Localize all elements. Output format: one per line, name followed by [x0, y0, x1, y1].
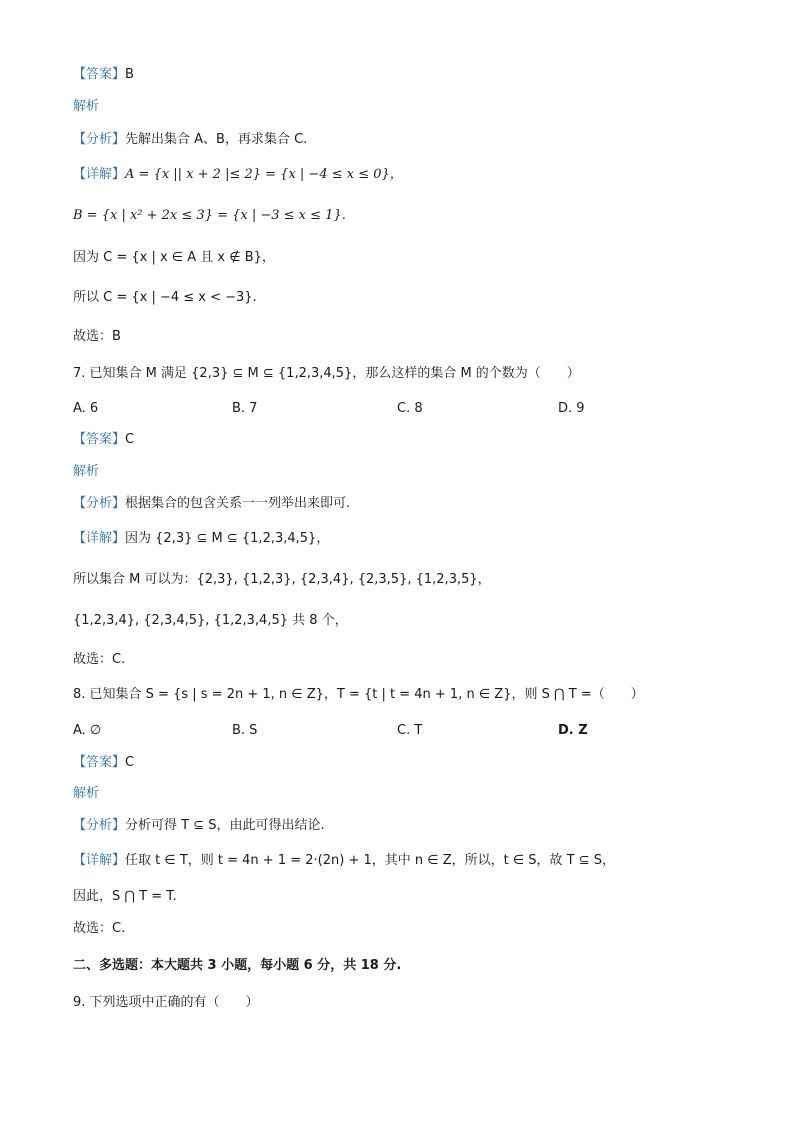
q6-detail-line-2 [73, 207, 346, 225]
select-text: 故选：C. [73, 652, 126, 667]
q8-stem [73, 686, 644, 704]
detail-tag: 【详解】 [73, 531, 126, 546]
answer-tag: 【答案】 [73, 755, 126, 770]
select-text: 故选：C. [73, 921, 126, 936]
q7-answer-line [73, 431, 134, 449]
q7-select [73, 651, 125, 669]
question-stem: 9. 下列选项中正确的有（ ） [73, 995, 259, 1010]
detail-text: 任取 t ∈ T，则 t = 4n + 1 = 2·(2n) + 1，其中 n ∈ Z，所以，t ∈ S，故 T ⊆ S， [125, 853, 616, 868]
q7-stem [73, 365, 580, 383]
analysis-tag: 解析 [73, 464, 100, 479]
q7-option-c: C. 8 [397, 401, 423, 416]
q8-option-c: C. T [397, 723, 423, 738]
q8-option-a: A. ∅ [73, 723, 102, 738]
q8-select [73, 920, 125, 938]
answer-tag: 【答案】 [73, 432, 126, 447]
fenxi-text: 根据集合的包含关系一一列举出来即可. [125, 496, 351, 511]
q9-stem [73, 994, 259, 1012]
analysis-tag: 解析 [73, 99, 100, 114]
analysis-tag: 解析 [73, 786, 100, 801]
q8-option-d: D. Z [558, 723, 588, 738]
question-stem: 8. 已知集合 S = {s | s = 2n + 1, n ∈ Z}，T = {t | t = 4n + 1, n ∈ Z}，则 S ⋂ T =（ ） [73, 687, 644, 702]
q7-detail-line-1 [73, 530, 329, 548]
detail-text: {1,2,3,4}, {2,3,4,5}, {1,2,3,4,5} 共 8 个， [73, 613, 348, 628]
q7-analysis-heading [73, 463, 99, 481]
q7-detail-line-3 [73, 612, 348, 630]
q8-option-b: B. S [232, 723, 258, 738]
detail-tag: 【详解】 [73, 167, 126, 182]
q8-detail-line-2 [73, 888, 177, 906]
q8-answer-line [73, 754, 134, 772]
q7-option-b: B. 7 [232, 401, 258, 416]
q7-fenxi-line [73, 495, 350, 513]
q6-fenxi-line [73, 131, 307, 149]
fenxi-tag: 【分析】 [73, 496, 126, 511]
answer-tag: 【答案】 [73, 67, 126, 82]
q7-option-a: A. 6 [73, 401, 99, 416]
section-heading: 二、多选题：本大题共 3 小题，每小题 6 分，共 18 分. [73, 958, 402, 973]
q8-detail-line-1 [73, 852, 615, 870]
answer-value: C [125, 432, 135, 447]
q8-fenxi-line [73, 817, 325, 835]
q6-detail-line-3 [73, 249, 275, 267]
fenxi-text: 分析可得 T ⊆ S，由此可得出结论. [125, 818, 325, 833]
detail-text: 所以集合 M 可以为：{2,3}, {1,2,3}, {2,3,4}, {2,3,5}, {1,2,3,5}， [73, 572, 491, 587]
q6-detail-line-1 [73, 166, 403, 184]
q6-select [73, 328, 121, 346]
select-text: 故选：B [73, 329, 121, 344]
question-stem: 7. 已知集合 M 满足 {2,3} ⊆ M ⊆ {1,2,3,4,5}，那么这样的集合 M 的个数为（ ） [73, 366, 580, 381]
detail-text: 因此，S ⋂ T = T. [73, 889, 177, 904]
q8-analysis-heading [73, 785, 99, 803]
answer-value: C [125, 755, 135, 770]
fenxi-text: 先解出集合 A、B，再求集合 C. [125, 132, 308, 147]
detail-text: 所以 C = {x | −4 ≤ x < −3}. [73, 290, 257, 305]
q6-detail-line-4 [73, 289, 257, 307]
q6-answer-line [73, 66, 134, 84]
detail-text: 因为 C = {x | x ∈ A 且 x ∉ B}， [73, 250, 275, 265]
detail-text: 因为 {2,3} ⊆ M ⊆ {1,2,3,4,5}， [125, 531, 330, 546]
q6-analysis-heading [73, 98, 99, 116]
q7-option-d: D. 9 [558, 401, 585, 416]
fenxi-tag: 【分析】 [73, 132, 126, 147]
detail-text: B = {x | x² + 2x ≤ 3} = {x | −3 ≤ x ≤ 1}. [73, 208, 346, 223]
detail-text: A = {x || x + 2 |≤ 2} = {x | −4 ≤ x ≤ 0}， [125, 167, 403, 182]
answer-value: B [125, 67, 134, 82]
q7-detail-line-2 [73, 571, 491, 589]
fenxi-tag: 【分析】 [73, 818, 126, 833]
detail-tag: 【详解】 [73, 853, 126, 868]
